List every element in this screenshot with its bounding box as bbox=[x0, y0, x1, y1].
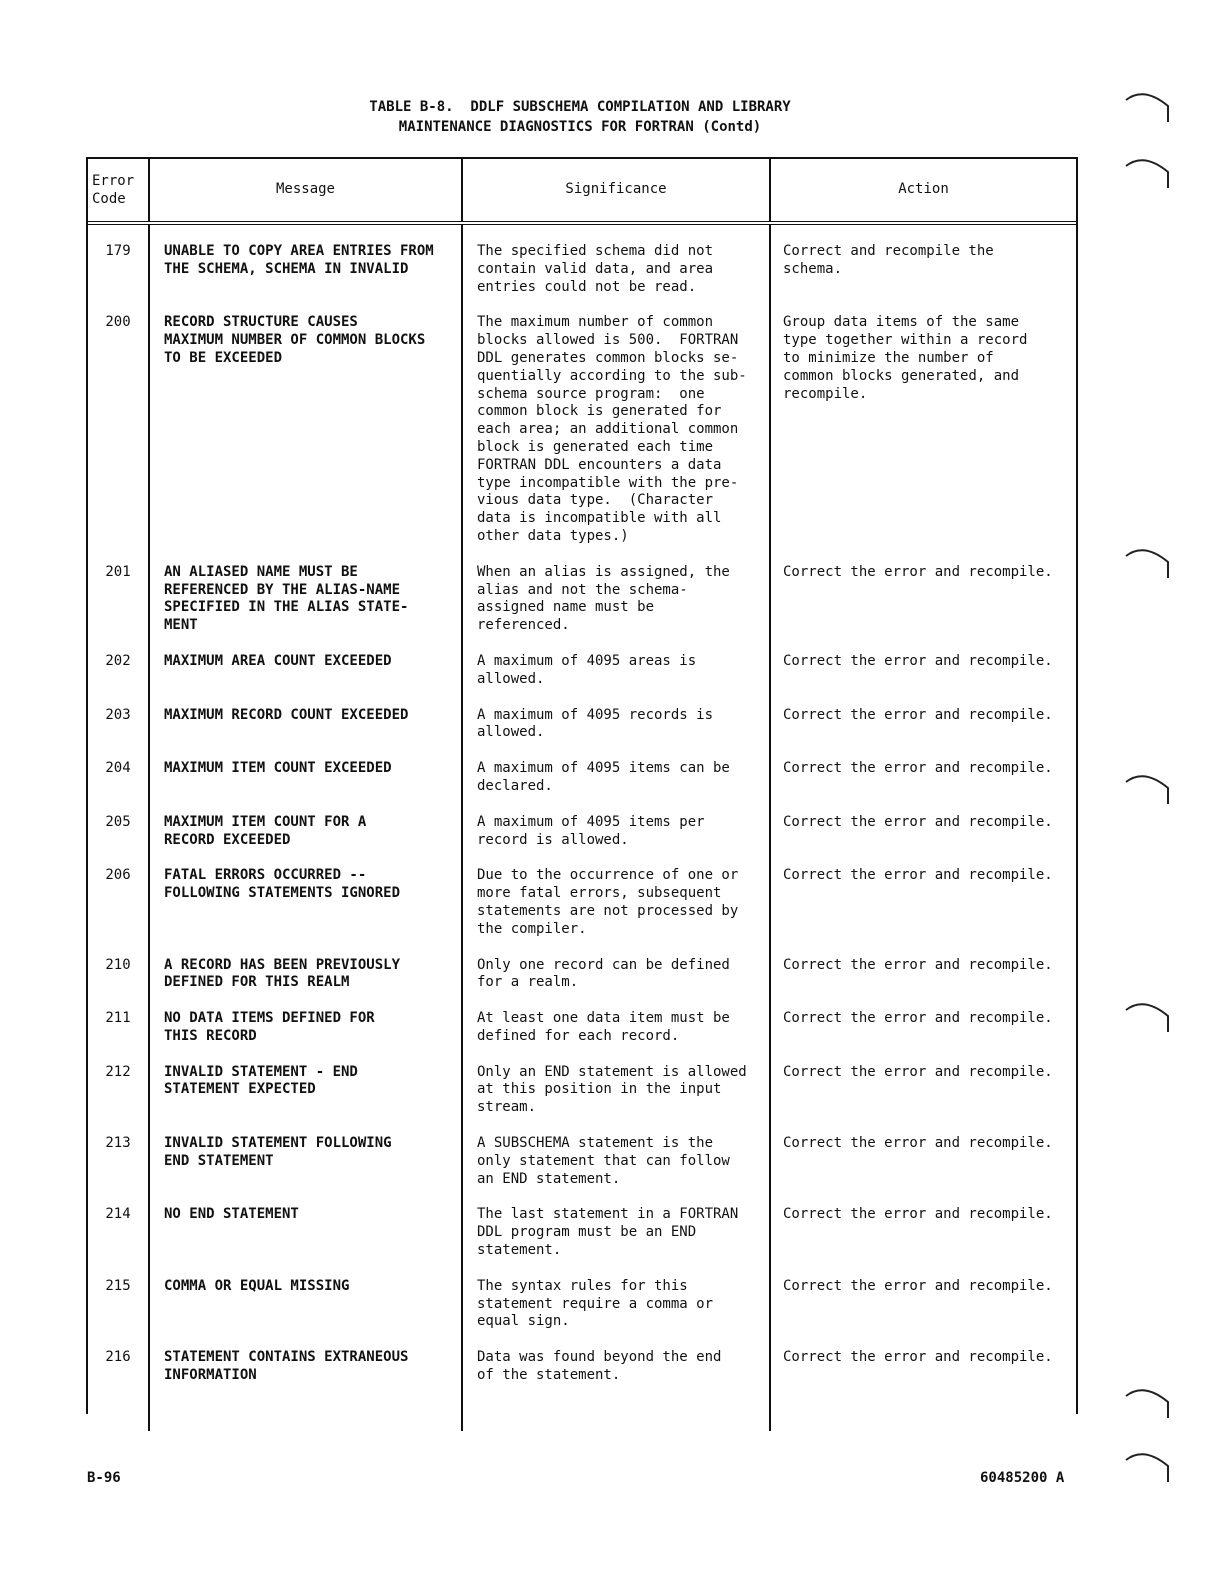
page-number: B-96 bbox=[87, 1470, 121, 1486]
error-code-cell-text: 200 bbox=[105, 314, 131, 331]
action-cell bbox=[770, 957, 1076, 993]
significance-cell bbox=[462, 314, 770, 545]
action-cell-text: Correct the error and recompile. bbox=[783, 706, 1053, 723]
action-cell bbox=[770, 1206, 1076, 1259]
significance-cell-text: When an alias is assigned, the alias and not the schema- assigned name must be referenced. bbox=[477, 563, 730, 634]
header-error-label: Error bbox=[92, 173, 135, 189]
binder-hole-mark bbox=[1124, 768, 1170, 806]
header-code-label: Code bbox=[92, 191, 126, 207]
error-code-cell bbox=[88, 707, 149, 743]
table-title-line2: MAINTENANCE DIAGNOSTICS FOR FORTRAN (Contd) bbox=[398, 119, 762, 135]
table-header-row bbox=[88, 159, 1076, 223]
significance-cell-text: The specified schema did not contain valid data, and area entries could not be read. bbox=[477, 243, 714, 295]
significance-cell bbox=[462, 1278, 770, 1331]
document-number: 60485200 A bbox=[980, 1470, 1065, 1486]
significance-cell bbox=[462, 243, 770, 296]
binder-hole-mark bbox=[1124, 542, 1170, 580]
action-cell-text: Correct the error and recompile. bbox=[783, 1349, 1053, 1366]
action-cell bbox=[770, 707, 1076, 743]
significance-cell bbox=[462, 867, 770, 938]
significance-cell-text: The last statement in a FORTRAN DDL program must be an END statement. bbox=[477, 1206, 739, 1259]
message-cell-text: NO DATA ITEMS DEFINED FOR THIS RECORD bbox=[164, 1010, 375, 1044]
action-cell bbox=[770, 760, 1076, 796]
message-cell bbox=[149, 707, 462, 743]
row-spacer bbox=[88, 635, 1076, 653]
table-row bbox=[88, 707, 1076, 743]
message-cell bbox=[149, 760, 462, 796]
error-code-cell-text: 214 bbox=[105, 1206, 131, 1223]
significance-cell-text: Data was found beyond the end of the statement. bbox=[477, 1349, 722, 1384]
significance-cell-text: The maximum number of common blocks allowed is 500. FORTRAN DDL generates common blocks se- quentially according to the sub- schema source program: one common block is generated for each area; an additional common block is generated each time FORTRAN DDL encounters a data type incompatible with the pre- vious data type. (Character data is incompatible with all other data types.) bbox=[477, 314, 747, 544]
message-cell-text: AN ALIASED NAME MUST BE REFERENCED BY THE ALIAS-NAME SPECIFIED IN THE ALIAS STATE- MENT bbox=[164, 563, 409, 634]
significance-cell-text: A maximum of 4095 areas is allowed. bbox=[477, 652, 697, 687]
action-cell bbox=[770, 1349, 1076, 1385]
message-cell bbox=[149, 1206, 462, 1259]
error-code-cell-text: 206 bbox=[105, 867, 131, 884]
error-code-cell-text: 202 bbox=[105, 652, 131, 669]
error-code-cell-text: 215 bbox=[105, 1277, 131, 1294]
message-cell-text: MAXIMUM ITEM COUNT FOR A RECORD EXCEEDED bbox=[164, 813, 367, 848]
significance-cell-text: Due to the occurrence of one or more fatal errors, subsequent statements are not processed by the compiler. bbox=[477, 867, 739, 937]
action-cell-text: Correct the error and recompile. bbox=[783, 563, 1053, 580]
table-body bbox=[88, 223, 1076, 1431]
error-code-cell bbox=[88, 1064, 149, 1117]
message-cell-text: INVALID STATEMENT - END STATEMENT EXPECTED bbox=[164, 1063, 358, 1098]
row-spacer bbox=[88, 223, 1076, 243]
table-row bbox=[88, 653, 1076, 689]
action-cell-text: Correct the error and recompile. bbox=[783, 867, 1053, 884]
message-cell bbox=[149, 564, 462, 635]
error-code-cell bbox=[88, 653, 149, 689]
message-cell-text: A RECORD HAS BEEN PREVIOUSLY DEFINED FOR THIS REALM bbox=[164, 956, 401, 991]
message-cell bbox=[149, 1010, 462, 1046]
table-row bbox=[88, 1135, 1076, 1188]
action-cell-text: Correct the error and recompile. bbox=[783, 1135, 1053, 1152]
message-cell bbox=[149, 243, 462, 296]
table-title bbox=[0, 97, 1160, 137]
error-code-cell-text: 216 bbox=[105, 1349, 131, 1366]
header-error-code bbox=[88, 159, 149, 223]
table-row bbox=[88, 1278, 1076, 1331]
action-cell-text: Correct the error and recompile. bbox=[783, 1277, 1053, 1294]
action-cell-text: Correct the error and recompile. bbox=[783, 1206, 1053, 1223]
message-cell-text: RECORD STRUCTURE CAUSES MAXIMUM NUMBER OF COMMON BLOCKS TO BE EXCEEDED bbox=[164, 314, 426, 366]
row-spacer bbox=[88, 1385, 1076, 1403]
error-code-cell-text: 204 bbox=[105, 760, 131, 777]
error-code-cell bbox=[88, 314, 149, 545]
message-cell bbox=[149, 1278, 462, 1331]
action-cell bbox=[770, 243, 1076, 296]
action-cell bbox=[770, 653, 1076, 689]
significance-cell bbox=[462, 653, 770, 689]
error-code-cell bbox=[88, 1135, 149, 1188]
error-code-cell-text: 212 bbox=[105, 1063, 131, 1080]
significance-cell-text: A SUBSCHEMA statement is the only statement that can follow an END statement. bbox=[477, 1135, 730, 1187]
action-cell bbox=[770, 814, 1076, 850]
significance-cell bbox=[462, 957, 770, 993]
message-cell bbox=[149, 1349, 462, 1385]
significance-cell bbox=[462, 1064, 770, 1117]
header-significance: Significance bbox=[462, 159, 770, 223]
table-row bbox=[88, 1206, 1076, 1259]
action-cell-text: Correct the error and recompile. bbox=[783, 1063, 1053, 1080]
message-cell bbox=[149, 1064, 462, 1117]
header-action: Action bbox=[770, 159, 1076, 223]
row-spacer bbox=[88, 1403, 1076, 1431]
binder-hole-mark bbox=[1124, 152, 1170, 190]
row-spacer bbox=[88, 992, 1076, 1010]
diagnostics-table-frame bbox=[86, 157, 1078, 1414]
row-spacer bbox=[88, 796, 1076, 814]
action-cell bbox=[770, 1064, 1076, 1117]
binder-hole-mark bbox=[1124, 86, 1170, 124]
action-cell-text: Correct the error and recompile. bbox=[783, 956, 1053, 973]
table-row bbox=[88, 1349, 1076, 1385]
action-cell-text: Correct the error and recompile. bbox=[783, 652, 1053, 669]
message-cell bbox=[149, 1135, 462, 1188]
significance-cell bbox=[462, 1349, 770, 1385]
significance-cell bbox=[462, 707, 770, 743]
action-cell bbox=[770, 1135, 1076, 1188]
row-spacer bbox=[88, 939, 1076, 957]
row-spacer bbox=[88, 1188, 1076, 1206]
error-code-cell bbox=[88, 564, 149, 635]
message-cell-text: FATAL ERRORS OCCURRED -- FOLLOWING STATEMENTS IGNORED bbox=[164, 867, 401, 902]
row-spacer bbox=[88, 1260, 1076, 1278]
significance-cell-text: Only one record can be defined for a realm. bbox=[477, 956, 730, 991]
action-cell bbox=[770, 314, 1076, 545]
error-code-cell-text: 211 bbox=[105, 1010, 131, 1027]
significance-cell bbox=[462, 1206, 770, 1259]
table-row bbox=[88, 957, 1076, 993]
significance-cell-text: The syntax rules for this statement require a comma or equal sign. bbox=[477, 1277, 714, 1330]
binder-hole-mark bbox=[1124, 1446, 1170, 1484]
message-cell-text: INVALID STATEMENT FOLLOWING END STATEMENT bbox=[164, 1135, 392, 1169]
error-code-cell-text: 203 bbox=[105, 706, 131, 723]
message-cell-text: MAXIMUM RECORD COUNT EXCEEDED bbox=[164, 706, 409, 723]
significance-cell bbox=[462, 564, 770, 635]
table-row bbox=[88, 814, 1076, 850]
message-cell-text: MAXIMUM ITEM COUNT EXCEEDED bbox=[164, 760, 392, 777]
row-spacer bbox=[88, 1117, 1076, 1135]
error-code-cell bbox=[88, 1349, 149, 1385]
action-cell bbox=[770, 867, 1076, 938]
table-title-line1: TABLE B-8. DDLF SUBSCHEMA COMPILATION AND LIBRARY bbox=[369, 99, 791, 115]
significance-cell-text: A maximum of 4095 records is allowed. bbox=[477, 706, 714, 741]
error-code-cell bbox=[88, 1278, 149, 1331]
error-code-cell bbox=[88, 1010, 149, 1046]
significance-cell bbox=[462, 814, 770, 850]
action-cell bbox=[770, 1278, 1076, 1331]
error-code-cell-text: 201 bbox=[105, 563, 131, 580]
row-spacer bbox=[88, 546, 1076, 564]
message-cell-text: UNABLE TO COPY AREA ENTRIES FROM THE SCHEMA, SCHEMA IN INVALID bbox=[164, 243, 434, 277]
error-code-cell bbox=[88, 760, 149, 796]
error-code-cell-text: 213 bbox=[105, 1135, 131, 1152]
row-spacer bbox=[88, 689, 1076, 707]
binder-hole-mark bbox=[1124, 996, 1170, 1034]
error-code-cell-text: 205 bbox=[105, 813, 131, 830]
significance-cell-text: A maximum of 4095 items per record is allowed. bbox=[477, 813, 705, 848]
significance-cell bbox=[462, 1135, 770, 1188]
error-code-cell bbox=[88, 814, 149, 850]
error-code-cell bbox=[88, 867, 149, 938]
error-code-cell bbox=[88, 1206, 149, 1259]
table-row bbox=[88, 760, 1076, 796]
action-cell bbox=[770, 564, 1076, 635]
message-cell bbox=[149, 653, 462, 689]
error-code-cell-text: 179 bbox=[105, 243, 131, 259]
error-code-cell-text: 210 bbox=[105, 956, 131, 973]
row-spacer bbox=[88, 1046, 1076, 1064]
table-row bbox=[88, 1010, 1076, 1046]
message-cell bbox=[149, 814, 462, 850]
significance-cell bbox=[462, 1010, 770, 1046]
row-spacer bbox=[88, 296, 1076, 314]
significance-cell bbox=[462, 760, 770, 796]
message-cell bbox=[149, 957, 462, 993]
significance-cell-text: Only an END statement is allowed at this position in the input stream. bbox=[477, 1063, 747, 1116]
action-cell bbox=[770, 1010, 1076, 1046]
row-spacer bbox=[88, 1331, 1076, 1349]
action-cell-text: Correct the error and recompile. bbox=[783, 1010, 1053, 1027]
table-row bbox=[88, 314, 1076, 545]
message-cell bbox=[149, 314, 462, 545]
diagnostics-table bbox=[88, 159, 1076, 1431]
binder-hole-mark bbox=[1124, 1382, 1170, 1420]
header-message: Message bbox=[149, 159, 462, 223]
action-cell-text: Correct and recompile the schema. bbox=[783, 243, 994, 277]
row-spacer bbox=[88, 849, 1076, 867]
message-cell-text: STATEMENT CONTAINS EXTRANEOUS INFORMATION bbox=[164, 1349, 409, 1384]
message-cell-text: COMMA OR EQUAL MISSING bbox=[164, 1277, 350, 1294]
significance-cell-text: A maximum of 4095 items can be declared. bbox=[477, 760, 730, 794]
action-cell-text: Correct the error and recompile. bbox=[783, 813, 1053, 830]
row-spacer bbox=[88, 742, 1076, 760]
message-cell-text: MAXIMUM AREA COUNT EXCEEDED bbox=[164, 652, 392, 669]
error-code-cell bbox=[88, 957, 149, 993]
table-row bbox=[88, 243, 1076, 296]
table-row bbox=[88, 564, 1076, 635]
action-cell-text: Group data items of the same type together within a record to minimize the number of common blocks generated, and recompile. bbox=[783, 314, 1028, 402]
table-row bbox=[88, 867, 1076, 938]
message-cell-text: NO END STATEMENT bbox=[164, 1206, 299, 1223]
significance-cell-text: At least one data item must be defined for each record. bbox=[477, 1010, 730, 1044]
error-code-cell bbox=[88, 243, 149, 296]
table-row bbox=[88, 1064, 1076, 1117]
action-cell-text: Correct the error and recompile. bbox=[783, 760, 1053, 777]
message-cell bbox=[149, 867, 462, 938]
